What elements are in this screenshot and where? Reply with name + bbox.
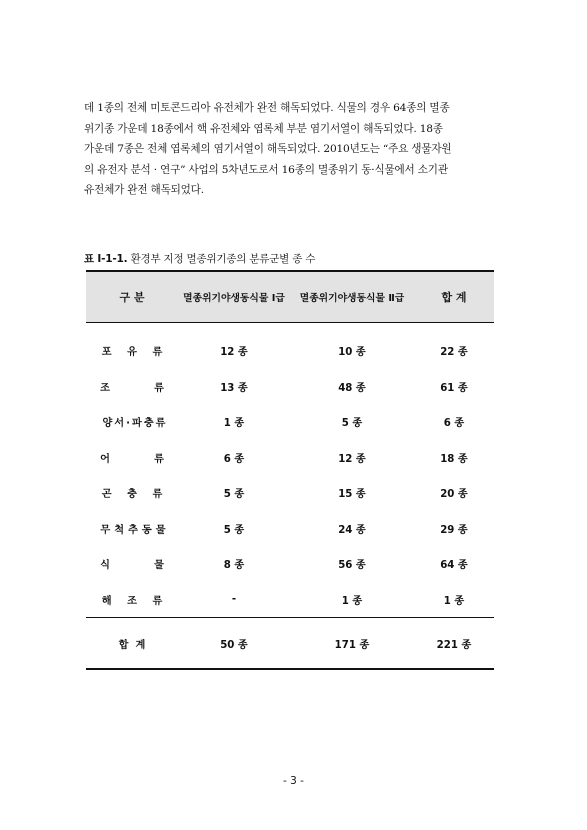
table-row	[86, 475, 494, 511]
row-grade-2: 1 종	[341, 595, 363, 607]
page-number: - 3 -	[283, 775, 304, 787]
table-caption-title: 환경부 지정 멸종위기종의 분류군별 종 수	[130, 253, 316, 265]
paragraph-line: 유전체가 완전 해독되었다.	[84, 184, 204, 196]
paragraph-line: 의 유전자 분석 · 연구” 사업의 5차년도로서 16종의 멸종위기 동·식물에서 소기관	[84, 163, 448, 176]
row-category: 포 유 류	[101, 347, 169, 359]
row-total: 64 종	[440, 560, 468, 572]
row-category: 무척추동물	[100, 524, 170, 536]
row-total: 22 종	[440, 347, 468, 359]
row-grade-1: -	[231, 593, 237, 605]
table-caption-label: 표 Ⅰ-1-1.	[84, 253, 128, 265]
row-total: 1 종	[443, 595, 465, 607]
species-count-table	[86, 270, 494, 670]
row-grade-1: 5 종	[223, 489, 245, 501]
row-category: 어 류	[100, 453, 170, 465]
table-row	[86, 582, 494, 618]
row-grade-2: 5 종	[341, 418, 363, 430]
table-row	[86, 511, 494, 547]
paragraph-line: 위기종 가운데 18종에서 핵 유전체와 엽록체 부분 염기서열이 해독되었다. 18종	[84, 122, 443, 135]
row-grade-1: 5 종	[223, 524, 245, 536]
row-total: 61 종	[440, 382, 468, 394]
row-grade-2: 56 종	[338, 560, 366, 572]
row-grade-1: 6 종	[223, 453, 245, 465]
row-grade-2: 10 종	[338, 347, 366, 359]
row-category: 곤 충 류	[101, 489, 169, 501]
paragraph-line: 가운데 7종은 전체 엽록체의 염기서열이 해독되었다. 2010년도는 “주요 생물자원	[84, 143, 452, 155]
row-category: 식 물	[100, 560, 170, 572]
table-row	[86, 323, 494, 369]
header-category: 구 분	[86, 271, 178, 323]
total-grade-1: 50 종	[178, 618, 290, 670]
table-row	[86, 546, 494, 582]
header-grade-2: 멸종위기야생동식물 Ⅱ급	[290, 271, 414, 323]
row-grade-2: 48 종	[338, 382, 366, 394]
row-grade-2: 24 종	[338, 524, 366, 536]
table-total-row	[86, 618, 494, 670]
row-total: 6 종	[443, 418, 465, 430]
table-row	[86, 369, 494, 405]
total-sum: 221 종	[414, 618, 494, 670]
row-grade-1: 8 종	[223, 560, 245, 572]
total-grade-2: 171 종	[290, 618, 414, 670]
table-header-row	[86, 271, 494, 323]
row-category: 조 류	[100, 382, 170, 394]
row-category: 양서·파충류	[102, 418, 168, 430]
row-grade-2: 12 종	[338, 453, 366, 465]
row-grade-2: 15 종	[338, 489, 366, 501]
row-total: 18 종	[440, 453, 468, 465]
row-grade-1: 1 종	[223, 418, 245, 430]
row-total: 29 종	[440, 524, 468, 536]
body-paragraph	[84, 98, 504, 201]
table-row	[86, 404, 494, 440]
header-grade-1: 멸종위기야생동식물 Ⅰ급	[178, 271, 290, 323]
paragraph-line: 데 1종의 전체 미토콘드리아 유전체가 완전 해독되었다. 식물의 경우 64종의 멸종	[84, 102, 450, 114]
table-row	[86, 440, 494, 476]
row-category: 해 조 류	[101, 595, 169, 607]
header-total: 합 계	[414, 271, 494, 323]
total-label: 합 계	[86, 618, 178, 670]
row-total: 20 종	[440, 489, 468, 501]
row-grade-1: 12 종	[220, 347, 248, 359]
table-caption	[84, 251, 315, 266]
row-grade-1: 13 종	[220, 382, 248, 394]
